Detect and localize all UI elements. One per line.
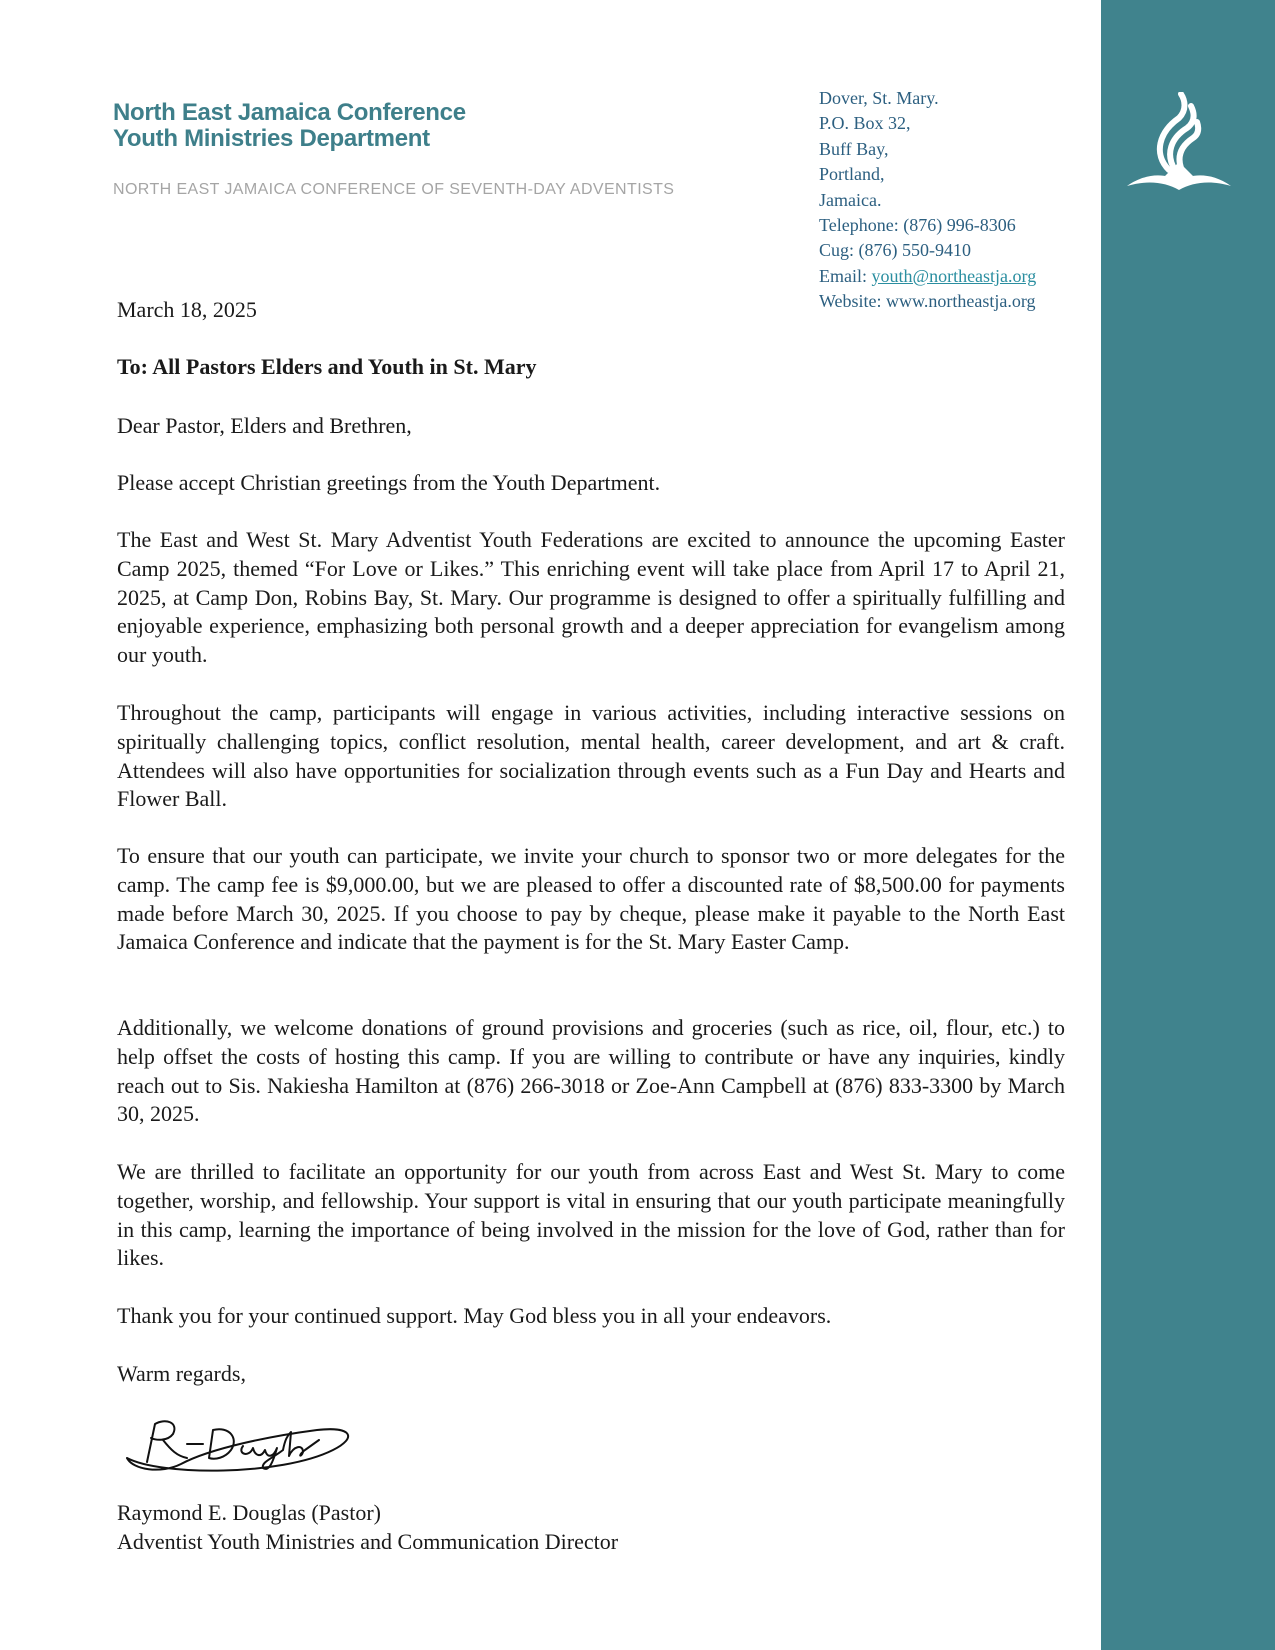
org-name-line2: Youth Ministries Department (113, 125, 430, 152)
letter-recipient: To: All Pastors Elders and Youth in St. Mary (117, 354, 537, 379)
cug-phone: Cug: (876) 550-9410 (819, 240, 971, 261)
website: Website: www.northeastja.org (819, 291, 1036, 312)
telephone: Telephone: (876) 996-8306 (819, 215, 1016, 236)
address-line5: Jamaica. (819, 189, 882, 210)
signer-name: Raymond E. Douglas (Pastor) (117, 1500, 381, 1525)
letter-date: March 18, 2025 (117, 297, 257, 322)
paragraph-fellowship: We are thrilled to facilitate an opportunity for our youth from across East and West St. Mary to come together, worship, and fellowship. Your support is vital in ensuring that our youth participate meaningfully in this camp, learning the importance of being involved in the mission for the love of God, rather than for likes. (117, 1159, 1065, 1271)
address-line3: Buff Bay, (819, 138, 889, 159)
address-line4: Portland, (819, 164, 885, 185)
signer-title: Adventist Youth Ministries and Communication Director (117, 1529, 619, 1554)
org-name (113, 100, 466, 152)
email-label: Email: (819, 265, 872, 286)
salutation: Dear Pastor, Elders and Brethren, (117, 413, 412, 438)
adventist-logo-icon (1125, 92, 1233, 194)
thanks-line: Thank you for your continued support. May God bless you in all your endeavors. (117, 1303, 832, 1328)
address-line2: P.O. Box 32, (819, 113, 911, 134)
address-line1: Dover, St. Mary. (819, 88, 939, 108)
org-name-line1: North East Jamaica Conference (113, 99, 466, 126)
sidebar-band (1101, 0, 1275, 1650)
paragraph-activities: Throughout the camp, participants will engage in various activities, including interactive sessions on spiritually challenging topics, conflict resolution, mental health, career development, and art & craft. Attendees will also have opportunities for socialization through events such as a Fun Day and Hearts and Flower Ball. (117, 700, 1065, 812)
email-link[interactable]: youth@northeastja.org (871, 265, 1037, 286)
paragraph-announcement: The East and West St. Mary Adventist Youth Federations are excited to announce the upcoming Easter Camp 2025, themed “For Love or Likes.” This enriching event will take place from April 17 to April 21, 2025, at Camp Don, Robins Bay, St. Mary. Our programme is designed to offer a spiritually fulfilling and enjoyable experience, emphasizing both personal growth and a deeper appreciation for evangelism among our youth. (117, 527, 1065, 668)
address-block (819, 86, 1036, 315)
org-subtitle: NORTH EAST JAMAICA CONFERENCE OF SEVENTH-DAY ADVENTISTS (113, 181, 675, 198)
paragraph-donations: Additionally, we welcome donations of ground provisions and groceries (such as rice, oil, flour, etc.) to help offset the costs of hosting this camp. If you are willing to contribute or have any inquiries, kindly reach out to Sis. Nakiesha Hamilton at (876) 266-3018 or Zoe-Ann Campbell at (876) 833-3300 by March 30, 2025. (117, 1015, 1065, 1127)
greeting: Please accept Christian greetings from the Youth Department. (117, 470, 661, 495)
closing: Warm regards, (117, 1361, 246, 1386)
signature-image (121, 1410, 371, 1475)
paragraph-sponsorship: To ensure that our youth can participate, we invite your church to sponsor two or more delegates for the camp. The camp fee is $9,000.00, but we are pleased to offer a discounted rate of $8,500.00 for payments made before March 30, 2025. If you choose to pay by cheque, please make it payable to the North East Jamaica Conference and indicate that the payment is for the St. Mary Easter Camp. (117, 843, 1065, 955)
